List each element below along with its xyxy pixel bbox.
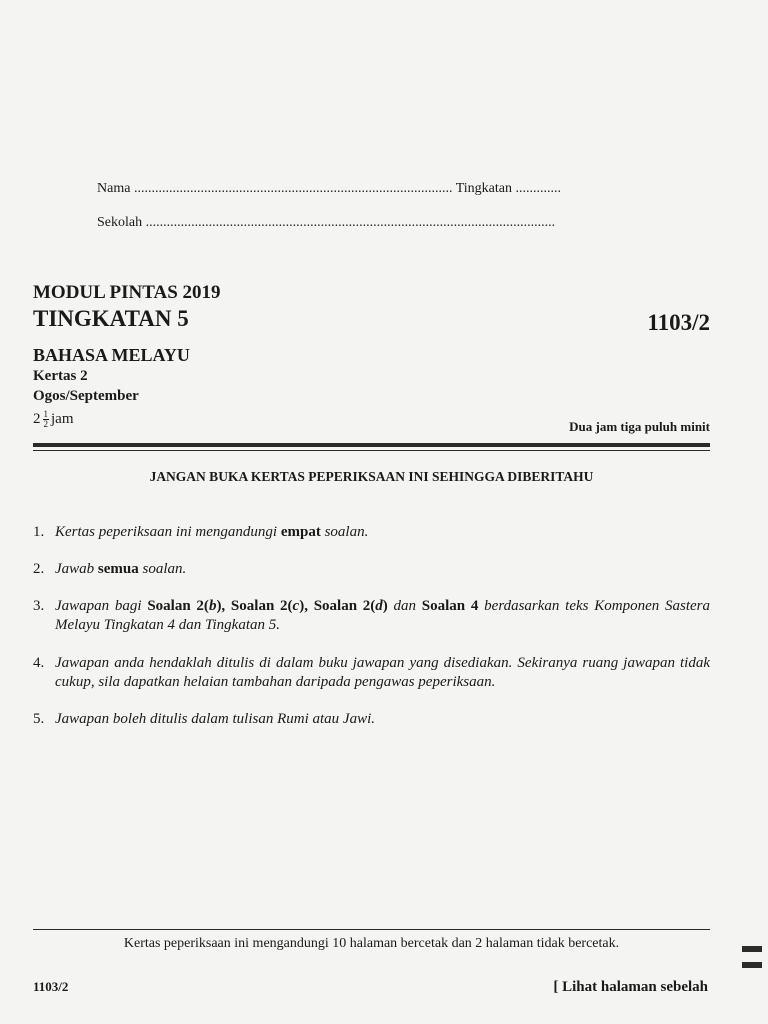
next-page-note: [ Lihat halaman sebelah: [553, 979, 708, 995]
paper-code: 1103/2: [647, 310, 710, 335]
edge-mark-top: [742, 946, 762, 952]
name-label: Nama: [97, 181, 131, 196]
warning-banner: JANGAN BUKA KERTAS PEPERIKSAAN INI SEHINGGA DIBERITAHU: [149, 469, 594, 484]
duration-words: Dua jam tiga puluh minit: [569, 419, 710, 434]
class-label: Tingkatan: [455, 181, 512, 196]
footer-rule: [33, 929, 710, 930]
instruction-item: 3. Jawapan bagi Soalan 2(b), Soalan 2(c), Soalan 2(d) dan Soalan 4 berdasarkan teks Komponen Sastera Melayu Tingkatan 4 dan Tingkatan 5.: [33, 598, 710, 633]
duration-hours: [33, 410, 74, 429]
class-dots[interactable]: .............: [515, 181, 561, 196]
name-dots[interactable]: ...........................................................................................: [133, 181, 453, 196]
duration-fraction: $\frac{1}{2}$: [43, 409, 48, 429]
header-rule-thick: [33, 443, 710, 447]
school-dots[interactable]: .....................................................................................................................: [145, 215, 556, 230]
module-title: MODUL PINTAS 2019: [33, 282, 221, 303]
duration-unit: jam: [51, 410, 74, 427]
header-rule-thin: [33, 450, 710, 451]
form-level-title: TINGKATAN 5: [33, 306, 189, 331]
school-field-row: [97, 215, 555, 231]
edge-mark-bottom: [742, 962, 762, 968]
pages-note: Kertas peperiksaan ini mengandungi 10 halaman bercetak dan 2 halaman tidak bercetak.: [123, 936, 620, 951]
name-field-row: [97, 181, 561, 197]
paper-number: Kertas 2: [33, 368, 88, 384]
subject-title: BAHASA MELAYU: [33, 345, 190, 365]
exam-session: Ogos/September: [33, 388, 139, 404]
school-label: Sekolah: [97, 215, 143, 230]
duration-whole: 2: [33, 410, 41, 427]
footer-code: 1103/2: [33, 979, 69, 994]
instruction-item: 4. Jawapan anda hendaklah ditulis di dalam buku jawapan yang disediakan. Sekiranya ruang jawapan tidak cukup, sila dapatkan helaian tambahan daripada pengawas peperiksaan.: [33, 655, 710, 690]
